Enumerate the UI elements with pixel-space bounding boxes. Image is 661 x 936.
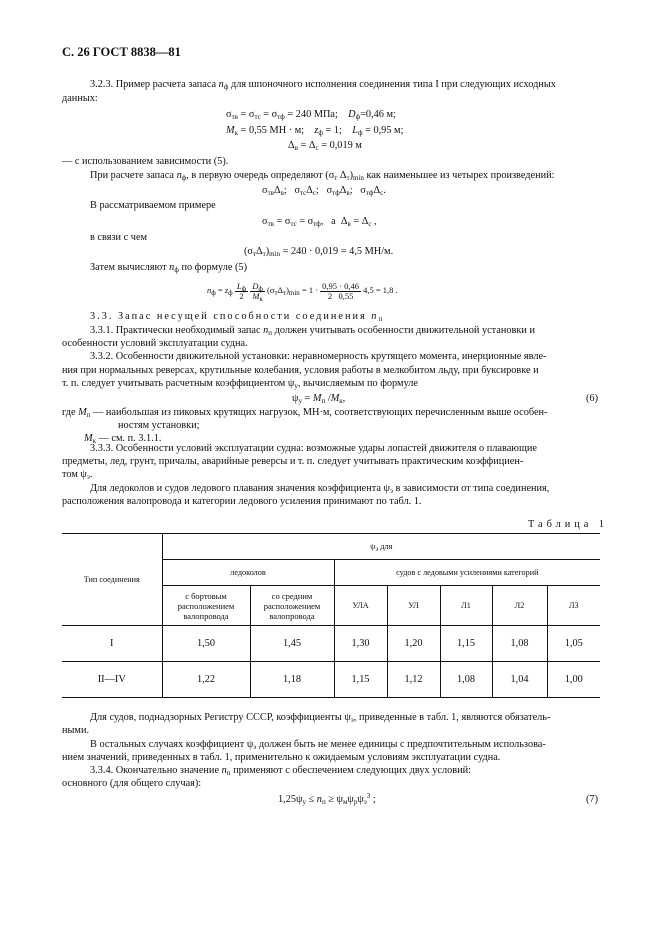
products-line: $\sigma_{тв}\Delta_в$; $\sigma_{тс}\Delta_с$; $\sigma_{тф}\Delta_в$; $\sigma_{тф}\Delta_с$.: [262, 185, 386, 197]
p333-line1: 3.3.3. Особенности условий эксплуатации судна: возможные удары лопастей движителя о плавающие: [90, 443, 537, 454]
cell: 1,08: [492, 626, 547, 662]
cell: 1,18: [250, 662, 334, 698]
s323-line2: данных:: [62, 93, 98, 104]
equation-7: $1,25\psi_у \le n_п \ge \psi_м\psi_р\psi_э^3$ ;: [278, 792, 376, 806]
middle-header: со средним расположением валопровода: [250, 586, 334, 626]
icebreakers-header: ледоколов: [162, 560, 334, 586]
p-ice-line1: Для ледоколов и судов ледового плавания значения коэффициента $\psi_э$ в зависимости от типа соединения,: [90, 483, 550, 495]
section-33-title: 3.3. Запас несущей способности соединения $n_п$: [90, 311, 385, 323]
where-line1: где $M_п$ — наибольшая из пиковых крутящих нагрузок, МН·м, соответствующих перечисленным выше особен-: [62, 407, 548, 419]
p-ice-line2: расположения валопровода и категории ледового усиления принимают по табл. 1.: [62, 496, 422, 507]
p332-line3: т. п. следует учитывать расчетным коэффициентом $\psi_у$, вычисляемым по формуле: [62, 378, 418, 390]
row-type: I: [62, 626, 162, 662]
cell: 1,15: [440, 626, 492, 662]
p331-line1: 3.3.1. Практически необходимый запас $n_п$ должен учитывать особенности движительной установки и: [90, 325, 535, 337]
example-eq: $\sigma_{тв} = \sigma_{тс} = \sigma_{тф}$, а $\Delta_в = \Delta_с$ ,: [262, 216, 377, 228]
where-line2: ностям установки;: [118, 420, 200, 431]
equation-6-number: (6): [586, 393, 599, 404]
cat-l1: Л1: [440, 586, 492, 626]
reg-line2: ными.: [62, 725, 90, 736]
table-caption: Таблица 1: [528, 519, 609, 530]
psi-header: $\psi_э$ для: [162, 534, 600, 560]
side-header: с бортовым расположением валопровода: [162, 586, 250, 626]
table-1: [62, 533, 600, 698]
first-line: При расчете запаса $n_ф$, в первую очередь определяют ($\sigma_т$ $\Delta_т)_{min}$ как наименьшее из четырех произведений:: [90, 170, 555, 182]
cat-ul: УЛ: [387, 586, 440, 626]
reg-line1: Для судов, поднадзорных Регистру СССР, коэффициенты $\psi_э$, приведенные в табл. 1, являются обязатель-: [90, 712, 551, 724]
cell: 1,05: [547, 626, 600, 662]
other-line1: В остальных случаях коэффициент $\psi_э$ должен быть не менее единицы с предпочтительным использова-: [90, 739, 546, 751]
col-type-header: Тип соединения: [62, 534, 162, 626]
cell: 1,15: [334, 662, 387, 698]
cell: 1,08: [440, 662, 492, 698]
example-intro: В рассматриваемом примере: [90, 200, 216, 211]
basic-line: основного (для общего случая):: [62, 778, 202, 789]
connector: в связи с чем: [90, 232, 148, 243]
cat-ula: УЛА: [334, 586, 387, 626]
cell: 1,22: [162, 662, 250, 698]
table-row: [62, 662, 600, 698]
p333-line3: том $\psi_э$.: [62, 469, 93, 481]
equation-7-number: (7): [586, 794, 599, 805]
data-row-1: $\sigma_{тв} = \sigma_{тс} = \sigma_{тф} = 240$ МПа; $D_ф=0,46$ м;: [226, 109, 396, 121]
table-row: [62, 626, 600, 662]
data-row-3: $\Delta_в = \Delta_с = 0,019$ м: [288, 140, 362, 152]
p334-line: 3.3.4. Окончательно значение $n_п$ применяют с обеспечением следующих двух условий:: [90, 765, 472, 777]
p333-line2: предметы, лед, грунт, причалы, аварийные реверсы и т. п. следует учитывать практическим коэффициен-: [62, 456, 524, 467]
other-line2: нием значений, приведенных в табл. 1, применительно к ожидаемым условиям эксплуатации судна.: [62, 752, 501, 763]
cell: 1,00: [547, 662, 600, 698]
cat-l3: Л3: [547, 586, 600, 626]
data-row-2: $M_к = 0,55$ МН · м; $z_ф = 1$; $L_ф = 0,95$ м;: [226, 125, 404, 137]
page-header: С. 26 ГОСТ 8838—81: [62, 45, 181, 59]
where-line3: $M_к$ — см. п. 3.1.1.: [84, 433, 162, 445]
row-type: II—IV: [62, 662, 162, 698]
equation-6: $\psi_у = M_п$ $/M_к$,: [292, 393, 346, 405]
min-eq: $(\sigma_т\Delta_т)_{min} = 240 \cdot 0,019 = 4,5$ МН/м.: [244, 246, 394, 258]
cell: 1,04: [492, 662, 547, 698]
ships-header: судов с ледовыми усилениями категорий: [334, 560, 600, 586]
cell: 1,12: [387, 662, 440, 698]
cat-l2: Л2: [492, 586, 547, 626]
cell: 1,30: [334, 626, 387, 662]
cell: 1,50: [162, 626, 250, 662]
p332-line2: ния при нормальных реверсах, крутильные колебания, условия работы в мелкобитом льду, при буксировке и: [62, 365, 539, 376]
cell: 1,45: [250, 626, 334, 662]
dependence-line: — с использованием зависимости (5).: [62, 156, 229, 167]
formula-intro: Затем вычисляют $n_ф$ по формуле (5): [90, 262, 247, 274]
formula-5: $n_ф = z_ф$ $\frac{L_ф}{2}$ $\frac{D_ф}{M_к}$ $(\sigma_т\Delta_т)_{min} = 1$ · $\frac{0,95 \cdot 0,46}{2 0,55}$ 4,5 = 1,8 .: [207, 280, 398, 303]
p332-line1: 3.3.2. Особенности движительной установки: неравномерность крутящего момента, инерционные явле-: [90, 351, 547, 362]
s323-line1: 3.2.3. Пример расчета запаса $n_ф$ для шпоночного исполнения соединения типа I при следующих исходных: [90, 79, 556, 91]
cell: 1,20: [387, 626, 440, 662]
p331-line2: особенности условий эксплуатации судна.: [62, 338, 248, 349]
